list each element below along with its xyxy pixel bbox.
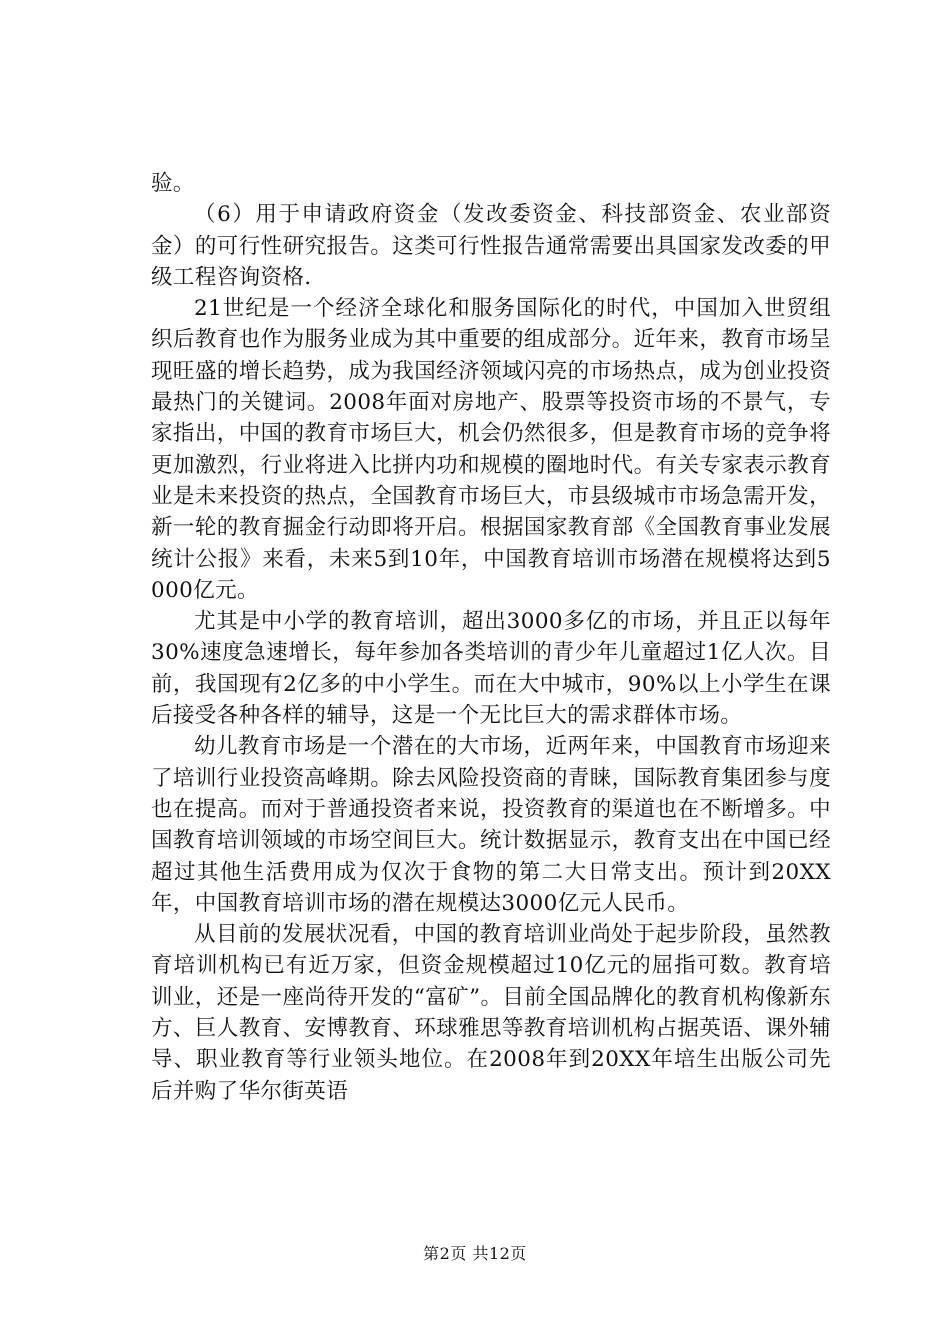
paragraph-industry-development: 从目前的发展状况看，中国的教育培训业尚处于起步阶段，虽然教育培训机构已有近万家，但资金规模超过10亿元的屈指可数。教育培训业，还是一座尚待开发的“富矿”。目前全国品牌化的教育机构像新东方、巨人教育、安博教育、环球雅思等教育培训机构占据英语、课外辅导、职业教育等行业领头地位。在2008年到20XX年培生出版公司先后并购了华尔街英语 — [151, 922, 831, 1104]
page-number-footer: 第2页 共12页 — [423, 1244, 527, 1263]
document-body — [151, 168, 831, 1107]
paragraph-government-funding-report: （6）用于申请政府资金（发改委资金、科技部资金、农业部资金）的可行性研究报告。这类可行性报告通常需要出具国家发改委的甲级工程咨询资格. — [151, 202, 831, 290]
paragraph-k12-training: 尤其是中小学的教育培训，超出3000多亿的市场，并且正以每年30%速度急速增长，每年参加各类培训的青少年儿童超过1亿人次。目前，我国现有2亿多的中小学生。而在大中城市，90%以上小学生在课后接受各种各样的辅导，这是一个无比巨大的需求群体市场。 — [151, 609, 831, 729]
paragraph-continuation: 验。 — [151, 171, 195, 196]
paragraph-preschool-education: 幼儿教育市场是一个潜在的大市场，近两年来，中国教育市场迎来了培训行业投资高峰期。除去风险投资商的青睐，国际教育集团参与度也在提高。而对于普通投资者来说，投资教育的渠道也在不断增多。中国教育培训领域的市场空间巨大。统计数据显示，教育支出在中国已经超过其他生活费用成为仅次于食物的第二大日常支出。预计到20XX年，中国教育培训市场的潜在规模达3000亿元人民币。 — [151, 734, 831, 916]
paragraph-education-market-overview: 21世纪是一个经济全球化和服务国际化的时代，中国加入世贸组织后教育也作为服务业成为其中重要的组成部分。近年来，教育市场呈现旺盛的增长趋势，成为我国经济领域闪亮的市场热点，成为创业投资最热门的关键词。2008年面对房地产、股票等投资市场的不景气，专家指出，中国的教育市场巨大，机会仍然很多，但是教育市场的竞争将更加激烈，行业将进入比拼内功和规模的圈地时代。有关专家表示教育业是未来投资的热点，全国教育市场巨大，市县级城市市场急需开发，新一轮的教育掘金行动即将开启。根据国家教育部《全国教育事业发展统计公报》来看，未来5到10年，中国教育培训市场潜在规模将达到5000亿元。 — [151, 296, 831, 603]
